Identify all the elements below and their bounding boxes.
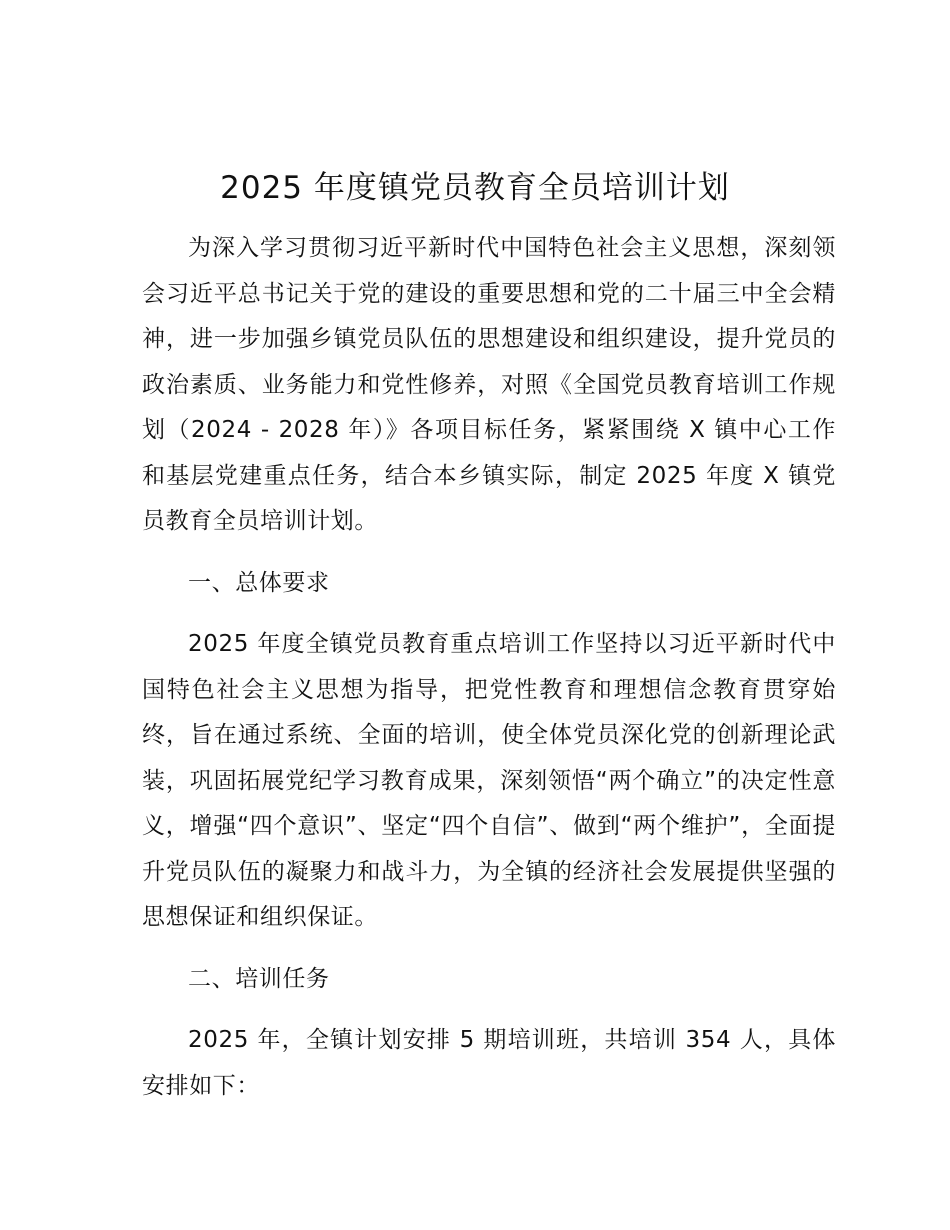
- section-heading-training-tasks: 二、培训任务: [188, 965, 330, 992]
- document-title: 2025 年度镇党员教育全员培训计划: [220, 170, 730, 206]
- paragraph-gap: [142, 545, 836, 561]
- general-requirements-paragraph: 2025 年度全镇党员教育重点培训工作坚持以习近平新时代中国特色社会主义思想为指导，把党性教育和理想信念教育贯穿始终，旨在通过系统、全面的培训，使全体党员深化党的创新理论武装，巩固拓展党纪学习教育成果，深刻领悟“两个确立”的决定性意义，增强“四个意识”、坚定“四个自信”、做到“两个维护”，全面提升党员队伍的凝聚力和战斗力，为全镇的经济社会发展提供坚强的思想保证和组织保证。: [142, 631, 836, 930]
- training-tasks-paragraph: 2025 年，全镇计划安排 5 期培训班，共培训 354 人，具体安排如下：: [142, 1027, 836, 1099]
- document-body: [142, 226, 836, 1109]
- section-heading-general-requirements: 一、总体要求: [188, 569, 330, 596]
- paragraph-gap: [142, 1002, 836, 1018]
- intro-paragraph: 为深入学习贯彻习近平新时代中国特色社会主义思想，深刻领会习近平总书记关于党的建设的重要思想和党的二十届三中全会精神，进一步加强乡镇党员队伍的思想建设和组织建设，提升党员的政治素质、业务能力和党性修养，对照《全国党员教育培训工作规划（2024 - 2028 年）》各项目标任务，紧紧围绕 X 镇中心工作和基层党建重点任务，结合本乡镇实际，制定 2025 年度 X 镇党员教育全员培训计划。: [142, 235, 836, 534]
- paragraph-gap: [142, 606, 836, 622]
- paragraph-gap: [142, 941, 836, 957]
